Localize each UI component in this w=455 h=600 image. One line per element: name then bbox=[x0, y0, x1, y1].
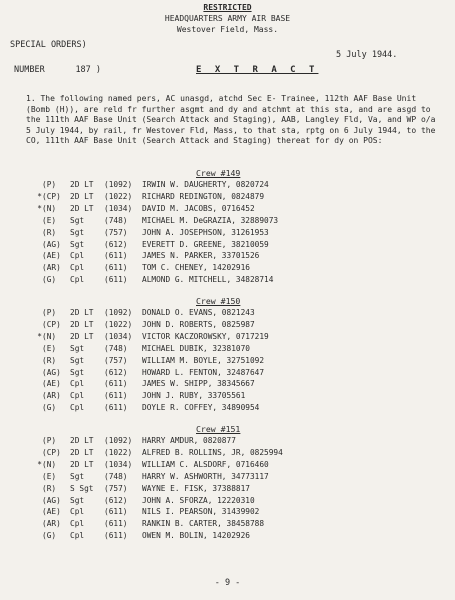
member-rank: 2D LT bbox=[70, 203, 94, 213]
crew-title: Crew #150 bbox=[196, 296, 241, 306]
member-mos: (748) bbox=[104, 343, 128, 353]
member-rank: Cpl bbox=[70, 263, 85, 273]
member-mos: (757) bbox=[104, 355, 128, 365]
member-position: (E) bbox=[42, 471, 57, 481]
member-mos: (1092) bbox=[104, 308, 133, 317]
member-mark: * bbox=[37, 331, 42, 341]
member-mos: (748) bbox=[104, 215, 128, 225]
member-mos: (611) bbox=[104, 379, 128, 389]
extract-label: E X T R A C T bbox=[196, 65, 319, 75]
member-name: JOHN A. SFORZA, 12220310 bbox=[142, 495, 255, 505]
member-position: (R) bbox=[42, 355, 57, 365]
member-rank: 2D LT bbox=[70, 191, 94, 201]
member-name: RANKIN B. CARTER, 38458788 bbox=[142, 519, 265, 529]
member-mark: * bbox=[37, 459, 42, 469]
member-name: HARRY AMDUR, 0820877 bbox=[142, 436, 236, 445]
member-position: (AR) bbox=[42, 263, 61, 273]
member-position: (R) bbox=[42, 227, 57, 237]
headquarters-title: HEADQUARTERS ARMY AIR BASE bbox=[164, 14, 291, 23]
crew-member-row bbox=[28, 460, 269, 469]
special-orders-label: SPECIAL ORDERS) bbox=[10, 40, 87, 50]
member-name: MICHAEL M. DeGRAZIA, 32889073 bbox=[142, 215, 279, 225]
member-name: JOHN A. JOSEPHSON, 31261953 bbox=[142, 227, 269, 237]
page-number: - 9 - bbox=[214, 578, 241, 588]
member-name: JAMES N. PARKER, 33701526 bbox=[142, 251, 260, 261]
member-rank: Cpl bbox=[70, 403, 85, 413]
member-position: (AG) bbox=[42, 367, 61, 377]
crew-title: Crew #149 bbox=[196, 168, 241, 178]
member-position: (AE) bbox=[42, 507, 61, 517]
member-rank: Sgt bbox=[70, 227, 85, 237]
member-rank: Cpl bbox=[70, 275, 85, 285]
member-rank: Cpl bbox=[70, 391, 85, 401]
member-mark: * bbox=[37, 203, 42, 213]
member-name: ALFRED B. ROLLINS, JR, 0825994 bbox=[142, 447, 283, 457]
member-position: (AE) bbox=[42, 251, 61, 261]
member-rank: 2D LT bbox=[70, 459, 94, 469]
member-mark: * bbox=[37, 191, 42, 201]
crew-member-row bbox=[28, 192, 264, 201]
crew-member-row bbox=[28, 240, 269, 249]
order-paragraph: 1. The following named pers, AC unasgd, atchd Sec E- Trainee, 112th AAF Base Unit (Bomb (H)), are reld fr further asgmt and dy and atchmt at this sta, and are asgd to the 111th AAF Base Unit (Search Attack and Staging), AAB, Langley Fld, Va, and WP o/a 5 July 1944, by rail, fr Westover Fld, Mass, to that sta, rptg on 6 July 1944, to the CO, 111th AAF Base Unit (Search Attack and Staging) thereat for dy on POS: bbox=[26, 94, 436, 145]
crew-member-row bbox=[28, 344, 250, 353]
member-name: RICHARD REDINGTON, 0824879 bbox=[142, 191, 265, 201]
member-name: DONALD O. EVANS, 0821243 bbox=[142, 308, 255, 317]
crew-member-row bbox=[28, 216, 278, 225]
member-rank: 2D LT bbox=[70, 436, 94, 445]
member-position: (CP) bbox=[42, 319, 61, 329]
crew-member-row bbox=[28, 531, 250, 540]
member-mos: (611) bbox=[104, 403, 128, 413]
member-mos: (1022) bbox=[104, 447, 133, 457]
member-name: HOWARD L. FENTON, 32487647 bbox=[142, 367, 265, 377]
member-mos: (1022) bbox=[104, 319, 133, 329]
crew-member-row bbox=[28, 496, 255, 505]
crew-member-row bbox=[28, 308, 255, 317]
member-mos: (1092) bbox=[104, 180, 133, 189]
crew-member-row bbox=[28, 448, 283, 457]
order-date: 5 July 1944. bbox=[336, 50, 398, 60]
member-mos: (757) bbox=[104, 227, 128, 237]
member-mos: (611) bbox=[104, 251, 128, 261]
member-rank: Cpl bbox=[70, 251, 85, 261]
member-rank: Cpl bbox=[70, 379, 85, 389]
member-position: (N) bbox=[42, 459, 57, 469]
crew-member-row bbox=[28, 507, 259, 516]
member-mos: (1022) bbox=[104, 191, 133, 201]
member-position: (R) bbox=[42, 483, 57, 493]
member-mos: (612) bbox=[104, 239, 128, 249]
member-name: MICHAEL DUBIK, 32381070 bbox=[142, 343, 250, 353]
member-name: WILLIAM C. ALSDORF, 0716460 bbox=[142, 459, 269, 469]
classification-header: RESTRICTED bbox=[203, 3, 252, 12]
location-line: Westover Field, Mass. bbox=[176, 25, 279, 34]
member-position: (CP) bbox=[42, 447, 61, 457]
crew-member-row bbox=[28, 368, 264, 377]
member-position: (G) bbox=[42, 531, 57, 541]
crew-title: Crew #151 bbox=[196, 424, 241, 434]
member-rank: 2D LT bbox=[70, 447, 94, 457]
member-name: EVERETT D. GREENE, 38210059 bbox=[142, 239, 269, 249]
member-rank: 2D LT bbox=[70, 308, 94, 317]
crew-member-row bbox=[28, 228, 269, 237]
crew-member-row bbox=[28, 275, 273, 284]
member-mos: (612) bbox=[104, 367, 128, 377]
member-name: HARRY W. ASHWORTH, 34773117 bbox=[142, 471, 269, 481]
member-mos: (611) bbox=[104, 263, 128, 273]
crew-member-row bbox=[28, 356, 264, 365]
crew-member-row bbox=[28, 379, 255, 388]
crew-member-row bbox=[28, 472, 269, 481]
crew-member-row bbox=[28, 204, 255, 213]
order-number bbox=[14, 65, 101, 75]
crew-member-row bbox=[28, 263, 250, 272]
member-rank: Sgt bbox=[70, 471, 85, 481]
member-mos: (748) bbox=[104, 471, 128, 481]
member-mos: (1034) bbox=[104, 459, 133, 469]
member-mos: (612) bbox=[104, 495, 128, 505]
member-rank: Sgt bbox=[70, 343, 85, 353]
member-position: (E) bbox=[42, 215, 57, 225]
member-name: NILS I. PEARSON, 31439902 bbox=[142, 507, 260, 517]
crew-member-row bbox=[28, 332, 269, 341]
member-mos: (757) bbox=[104, 483, 128, 493]
member-position: (E) bbox=[42, 343, 57, 353]
member-position: (AG) bbox=[42, 495, 61, 505]
number-value: 187 ) bbox=[75, 65, 102, 75]
member-position: (N) bbox=[42, 203, 57, 213]
member-position: (G) bbox=[42, 275, 57, 285]
member-position: (AR) bbox=[42, 391, 61, 401]
crew-member-row bbox=[28, 320, 255, 329]
member-position: (AR) bbox=[42, 519, 61, 529]
member-position: (G) bbox=[42, 403, 57, 413]
member-position: (N) bbox=[42, 331, 57, 341]
member-position: (P) bbox=[42, 180, 57, 189]
member-position: (CP) bbox=[42, 191, 61, 201]
member-rank: S Sgt bbox=[70, 483, 94, 493]
member-rank: Cpl bbox=[70, 519, 85, 529]
member-position: (P) bbox=[42, 308, 57, 317]
member-rank: Sgt bbox=[70, 215, 85, 225]
member-rank: Cpl bbox=[70, 531, 85, 541]
member-mos: (1034) bbox=[104, 203, 133, 213]
member-mos: (611) bbox=[104, 275, 128, 285]
member-rank: 2D LT bbox=[70, 319, 94, 329]
member-position: (AE) bbox=[42, 379, 61, 389]
member-rank: Sgt bbox=[70, 239, 85, 249]
member-name: JOHN J. RUBY, 33705561 bbox=[142, 391, 246, 401]
member-name: DOYLE R. COFFEY, 34890954 bbox=[142, 403, 260, 413]
crew-member-row bbox=[28, 484, 250, 493]
member-name: JAMES W. SHIPP, 38345667 bbox=[142, 379, 255, 389]
member-mos: (1034) bbox=[104, 331, 133, 341]
crew-member-row bbox=[28, 519, 264, 528]
member-mos: (1092) bbox=[104, 436, 133, 445]
member-mos: (611) bbox=[104, 507, 128, 517]
member-name: IRWIN W. DAUGHERTY, 0820724 bbox=[142, 180, 269, 189]
member-position: (P) bbox=[42, 436, 57, 445]
member-mos: (611) bbox=[104, 391, 128, 401]
member-rank: Sgt bbox=[70, 355, 85, 365]
crew-member-row bbox=[28, 180, 269, 189]
member-name: JOHN D. ROBERTS, 0825987 bbox=[142, 319, 255, 329]
member-rank: Cpl bbox=[70, 507, 85, 517]
member-name: DAVID M. JACOBS, 0716452 bbox=[142, 203, 255, 213]
member-name: TOM C. CHENEY, 14202916 bbox=[142, 263, 250, 273]
crew-member-row bbox=[28, 403, 259, 412]
member-position: (AG) bbox=[42, 239, 61, 249]
crew-member-row bbox=[28, 391, 245, 400]
member-rank: 2D LT bbox=[70, 180, 94, 189]
member-name: OWEN M. BOLIN, 14202926 bbox=[142, 531, 250, 541]
member-mos: (611) bbox=[104, 531, 128, 541]
member-rank: 2D LT bbox=[70, 331, 94, 341]
member-mos: (611) bbox=[104, 519, 128, 529]
crew-member-row bbox=[28, 251, 259, 260]
member-name: WAYNE E. FISK, 37388817 bbox=[142, 483, 250, 493]
member-name: WILLIAM M. BOYLE, 32751092 bbox=[142, 355, 265, 365]
crew-member-row bbox=[28, 436, 236, 445]
member-rank: Sgt bbox=[70, 367, 85, 377]
member-name: ALMOND G. MITCHELL, 34828714 bbox=[142, 275, 274, 285]
member-name: VICTOR KACZOROWSKY, 0717219 bbox=[142, 331, 269, 341]
number-label: NUMBER bbox=[14, 65, 45, 75]
member-rank: Sgt bbox=[70, 495, 85, 505]
